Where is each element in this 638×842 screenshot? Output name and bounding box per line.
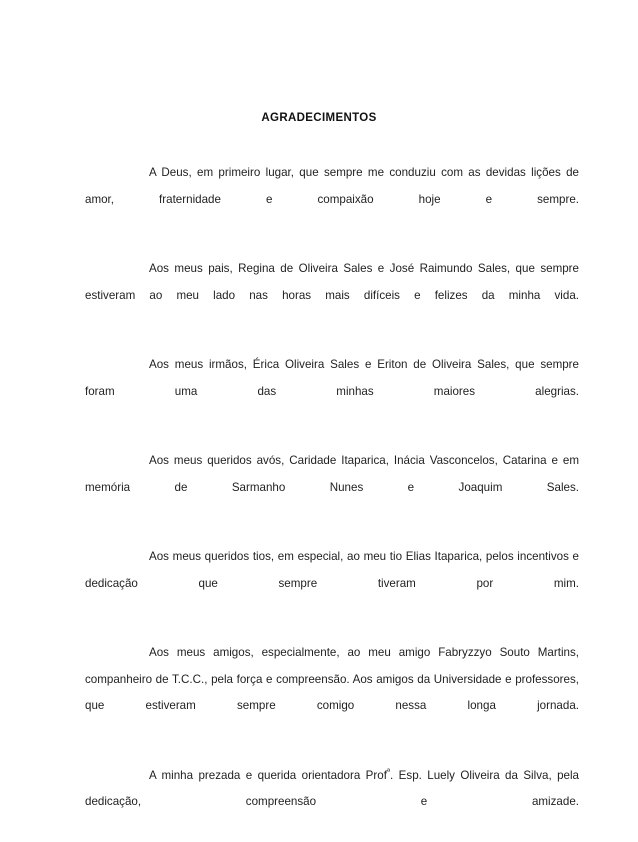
paragraph-deus: A Deus, em primeiro lugar, que sempre me conduziu com as devidas lições de amor, fraternidade e compaixão hoje e sempre. [85,160,579,240]
paragraph-irmaos: Aos meus irmãos, Érica Oliveira Sales e Eriton de Oliveira Sales, que sempre foram uma das minhas maiores alegrias. [85,352,579,432]
paragraph-orientadora [85,763,579,842]
orientadora-text-before: A minha prezada e querida orientadora Prof [149,769,387,782]
orientadora-text-after: . Esp. Luely Oliveira da Silva, pela dedicação, compreensão e amizade. [85,769,579,809]
feminine-ordinal-indicator: ª [387,766,390,776]
paragraph-tios: Aos meus queridos tios, em especial, ao meu tio Elias Itaparica, pelos incentivos e dedicação que sempre tiveram por mim. [85,544,579,624]
paragraph-pais: Aos meus pais, Regina de Oliveira Sales e José Raimundo Sales, que sempre estiveram ao meu lado nas horas mais difíceis e felizes da minha vida. [85,256,579,336]
page-title: AGRADECIMENTOS [0,112,638,124]
paragraph-amigos: Aos meus amigos, especialmente, ao meu amigo Fabryzzyo Souto Martins, companheiro de T.C.C., pela força e compreensão. Aos amigos da Universidade e professores, que estiveram sempre comigo nessa longa jornada. [85,640,579,746]
paragraph-avos: Aos meus queridos avós, Caridade Itaparica, Inácia Vasconcelos, Catarina e em memória de Sarmanho Nunes e Joaquim Sales. [85,448,579,528]
document-body [85,160,579,842]
